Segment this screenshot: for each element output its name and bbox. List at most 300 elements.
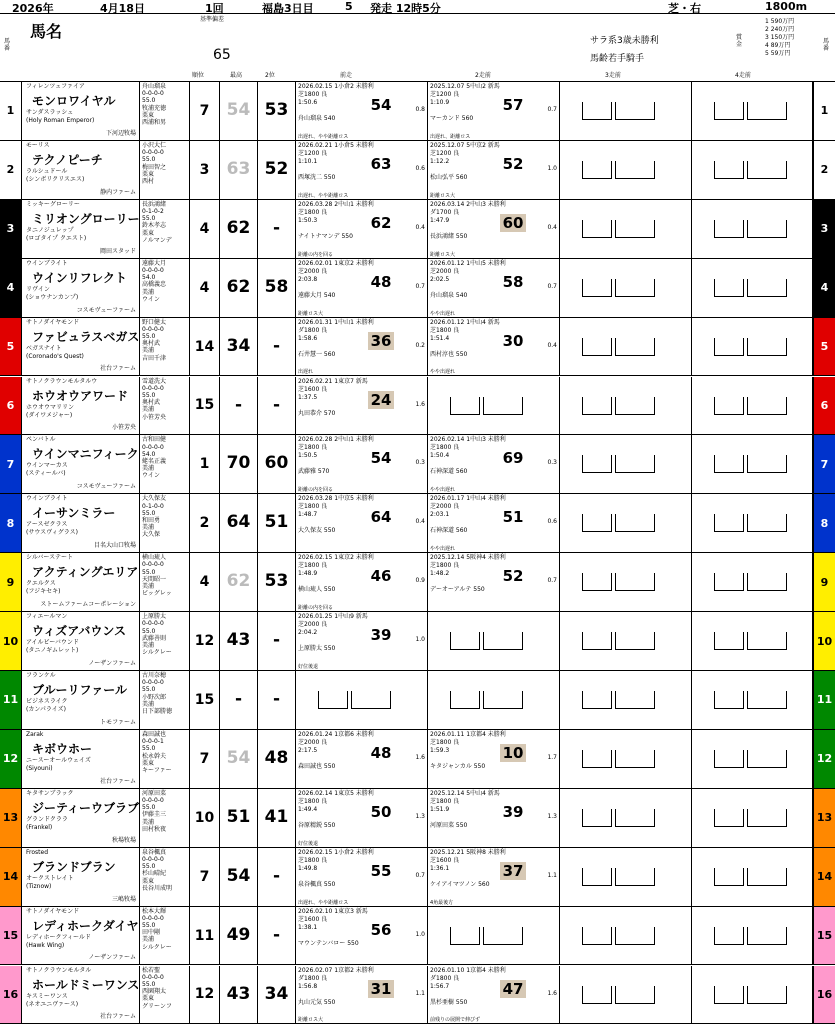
rank-value: 15 — [190, 377, 220, 435]
horse-row[interactable] — [0, 671, 835, 730]
past-race-4[interactable] — [692, 553, 813, 611]
race-jockey: 黒杉亜樹 550 — [430, 998, 468, 1006]
empty-cell-b — [747, 809, 787, 827]
race-jockey: 大久保友 550 — [298, 527, 336, 535]
horse-info — [22, 377, 140, 435]
horse-row[interactable] — [0, 141, 835, 200]
race-date-line: 2026.02.15 1東京2 未勝利 — [298, 554, 374, 562]
past-race-4[interactable] — [692, 200, 813, 258]
past-race-2[interactable] — [428, 848, 560, 906]
race-score: 62 — [370, 213, 392, 232]
race-score: 63 — [370, 154, 392, 173]
past-race-3[interactable] — [560, 259, 692, 317]
max-index — [220, 966, 258, 1024]
jockey-line-2: 55.0 — [142, 156, 156, 164]
race-jockey: 西村淳也 550 — [430, 350, 468, 358]
race-comment: やや出遅れ — [430, 487, 456, 494]
race-margin: 1.3 — [415, 812, 425, 820]
past-race-2[interactable] — [428, 494, 560, 552]
jockey-line-3: 和田勇 — [142, 516, 161, 524]
max-index — [220, 671, 258, 729]
prize-2: 2 240万円 — [765, 26, 795, 33]
horse-name[interactable]: ウインリフレクト — [32, 270, 127, 285]
dam-name: ベガスナイト — [26, 344, 62, 352]
past-race-2[interactable] — [428, 141, 560, 199]
past-race-4[interactable] — [692, 82, 813, 140]
jockey-line-2: 55.0 — [142, 627, 156, 635]
race-course: ダ1700 良 — [430, 208, 460, 216]
horse-row[interactable] — [0, 377, 835, 436]
past-race-4[interactable] — [692, 318, 813, 376]
race-margin: 1.0 — [415, 930, 425, 938]
second-index-value: 60 — [264, 453, 289, 474]
race-score: 39 — [370, 626, 392, 645]
horse-info — [22, 789, 140, 847]
past-race-3[interactable] — [560, 671, 692, 729]
horse-name[interactable]: ホウオウアワード — [32, 388, 129, 403]
empty-cell-a — [714, 986, 744, 1004]
horse-row[interactable] — [0, 200, 835, 259]
race-comment: 距離の内を回る — [298, 605, 334, 612]
jockey-line-3: 伊藤圭三 — [142, 811, 167, 819]
horse-number: 3 — [0, 200, 22, 258]
past-race-4[interactable] — [692, 789, 813, 847]
dam-name: タニノジュレップ — [26, 226, 74, 234]
race-venue: 福島3日目 — [262, 2, 314, 15]
jockey-line-2: 55.0 — [142, 215, 156, 223]
past-race-4[interactable] — [692, 730, 813, 788]
second-index — [258, 377, 296, 435]
race-course: 芝1800 良 — [298, 562, 328, 570]
jockey-line-2: 55.0 — [142, 745, 156, 753]
race-margin: 1.1 — [547, 871, 557, 879]
past-race-3[interactable] — [560, 553, 692, 611]
horse-number-right: 3 — [813, 200, 835, 258]
second-index — [258, 730, 296, 788]
past-race-3[interactable] — [560, 318, 692, 376]
race-time: 1:38.1 — [298, 923, 318, 931]
past-race-4[interactable] — [692, 848, 813, 906]
past-race-4[interactable] — [692, 966, 813, 1024]
past-race-4[interactable] — [692, 377, 813, 435]
max-index-value: 43 — [226, 983, 251, 1004]
past-race-1[interactable] — [296, 200, 428, 258]
race-score: 47 — [500, 980, 526, 998]
horse-number: 1 — [0, 82, 22, 140]
second-index — [258, 82, 296, 140]
rank-value: 15 — [190, 671, 220, 729]
race-comment: 距離ロス大 — [430, 192, 456, 199]
second-index — [258, 141, 296, 199]
race-jockey: マウンテンバロー 550 — [298, 939, 359, 947]
horse-name[interactable]: ブランドブラン — [32, 859, 116, 874]
race-score: 60 — [500, 214, 526, 232]
horse-info — [22, 200, 140, 258]
jockey-line-0: 古和田健 — [142, 436, 167, 444]
empty-cell-a — [582, 809, 612, 827]
horse-number-right: 2 — [813, 141, 835, 199]
second-index-value: - — [272, 865, 281, 886]
max-index-value: 54 — [226, 865, 251, 886]
col-prev2: 2走前 — [475, 72, 491, 79]
race-time: 1:51.9 — [430, 805, 450, 813]
empty-cell-b — [483, 397, 523, 415]
col-max: 最高 — [230, 72, 243, 79]
empty-cell-a — [582, 868, 612, 886]
race-time: 1:56.7 — [430, 982, 450, 990]
race-comment: 距離の内を回る — [298, 487, 334, 494]
race-score: 54 — [370, 449, 392, 468]
race-jockey: 上原勝太 550 — [298, 645, 336, 653]
race-margin: 0.7 — [547, 282, 557, 290]
jockey-line-4: 栗東 — [142, 877, 155, 885]
horse-row[interactable] — [0, 966, 835, 1024]
past-race-2[interactable] — [428, 553, 560, 611]
empty-cell-b — [615, 809, 655, 827]
horse-info — [22, 553, 140, 611]
max-index — [220, 318, 258, 376]
horse-number-right: 5 — [813, 318, 835, 376]
past-race-3[interactable] — [560, 907, 692, 965]
empty-cell-b — [615, 868, 655, 886]
past-race-2[interactable] — [428, 907, 560, 965]
race-time: 1:49.8 — [298, 864, 318, 872]
past-race-3[interactable] — [560, 612, 692, 670]
jockey-line-0: 大久保友 — [142, 495, 167, 503]
empty-cell-a — [582, 573, 612, 591]
jockey-line-2: 55.0 — [142, 686, 156, 694]
jockey-info — [140, 494, 190, 552]
past-race-3[interactable] — [560, 730, 692, 788]
horse-name[interactable]: モンロワイヤル — [32, 94, 116, 108]
race-course: 芝2000 良 — [298, 738, 328, 746]
past-race-4[interactable] — [692, 612, 813, 670]
past-race-2[interactable] — [428, 318, 560, 376]
empty-cell-b — [483, 927, 523, 945]
race-jockey: 遠藤大月 540 — [298, 291, 336, 299]
race-jockey: 谷原精鋭 550 — [298, 821, 336, 829]
empty-cell-b — [747, 573, 787, 591]
sire-name: フィエールマン — [26, 613, 68, 621]
past-race-4[interactable] — [692, 259, 813, 317]
race-margin: 0.7 — [415, 871, 425, 879]
empty-cell-a — [714, 632, 744, 650]
past-race-3[interactable] — [560, 789, 692, 847]
race-course: 芝1600 良 — [298, 915, 328, 923]
jockey-line-3: 奥村武 — [142, 340, 161, 348]
past-race-4[interactable] — [692, 494, 813, 552]
jockey-info — [140, 435, 190, 493]
past-race-1[interactable] — [296, 318, 428, 376]
past-race-1[interactable] — [296, 848, 428, 906]
sire-name: サトノダイヤモンド — [26, 318, 80, 326]
second-index-value: - — [272, 217, 281, 238]
horse-row[interactable] — [0, 494, 835, 553]
breeder-name: 下河辺牧場 — [105, 129, 136, 137]
past-race-1[interactable] — [296, 494, 428, 552]
horse-name[interactable]: ウインマニフィーク — [32, 447, 139, 462]
jockey-line-1: 0-1-0-2 — [142, 208, 164, 215]
jockey-line-3: 松永幹夫 — [142, 752, 167, 760]
race-comment: 距離ロス大 — [298, 1017, 324, 1024]
horse-name[interactable]: ホールドミーワンス — [32, 977, 140, 992]
past-race-3[interactable] — [560, 848, 692, 906]
sire-name: ウインブライト — [26, 259, 68, 267]
empty-cell-a — [582, 279, 612, 297]
empty-cell-a — [714, 161, 744, 179]
past-race-1[interactable] — [296, 377, 428, 435]
past-race-2[interactable] — [428, 730, 560, 788]
prize-4: 4 89万円 — [765, 42, 791, 49]
horse-name[interactable]: キボウホー — [32, 741, 93, 756]
race-jockey: 森田誠也 550 — [298, 762, 336, 770]
empty-cell-b — [747, 102, 787, 120]
jockey-line-3: 小野次郎 — [142, 693, 167, 701]
race-course: 芝1800 良 — [430, 562, 460, 570]
jockey-line-4: 美浦 — [142, 288, 155, 296]
race-time: 1:48.2 — [430, 570, 450, 578]
past-race-3[interactable] — [560, 377, 692, 435]
past-race-1[interactable] — [296, 141, 428, 199]
horse-name[interactable]: テクノピーチ — [32, 152, 103, 167]
col-prev1: 前走 — [340, 72, 353, 79]
horse-row[interactable] — [0, 730, 835, 789]
empty-cell-a — [714, 927, 744, 945]
horse-number-right: 13 — [813, 789, 835, 847]
dam-sire-name: (ロゴタイプ クエスト) — [26, 234, 87, 242]
past-race-2[interactable] — [428, 789, 560, 847]
race-jockey: 石神深道 560 — [430, 468, 468, 476]
max-index-value: 62 — [226, 571, 251, 592]
horse-info — [22, 848, 140, 906]
max-index — [220, 82, 258, 140]
past-race-1[interactable] — [296, 435, 428, 493]
sire-name: Frosted — [26, 848, 48, 856]
past-race-1[interactable] — [296, 259, 428, 317]
jockey-line-3: 武藤善則 — [142, 634, 167, 642]
horse-name[interactable]: ウィズアバウンス — [32, 624, 126, 639]
rank-value: 4 — [190, 259, 220, 317]
horse-row[interactable] — [0, 259, 835, 318]
empty-cell-b — [483, 632, 523, 650]
past-race-3[interactable] — [560, 966, 692, 1024]
jockey-line-1: 0-0-0-0 — [142, 90, 164, 98]
max-index-value: 64 — [226, 512, 251, 533]
horse-name[interactable]: イーサンミラー — [32, 506, 116, 521]
jockey-info — [140, 730, 190, 788]
jockey-line-5: 大久保 — [142, 531, 161, 539]
jockey-line-4: 美浦 — [142, 936, 155, 944]
race-jockey: 舟山瑠泉 540 — [430, 291, 468, 299]
past-race-1[interactable] — [296, 966, 428, 1024]
second-index — [258, 671, 296, 729]
past-race-3[interactable] — [560, 141, 692, 199]
jockey-line-1: 0-0-0-0 — [142, 325, 164, 333]
race-margin: 0.2 — [415, 341, 425, 349]
jockey-line-1: 0-0-0-0 — [142, 620, 164, 628]
max-index-value: 62 — [226, 217, 251, 238]
breeder-name: 目名大山口牧場 — [93, 542, 136, 550]
jockey-info — [140, 82, 190, 140]
dam-name: ビジネスライク — [26, 698, 68, 705]
max-index — [220, 848, 258, 906]
past-race-4[interactable] — [692, 907, 813, 965]
race-time: 1:56.8 — [298, 982, 318, 990]
past-race-1[interactable] — [296, 553, 428, 611]
past-race-1[interactable] — [296, 671, 428, 729]
jockey-line-0: 小沢大仁 — [142, 141, 167, 149]
race-score: 52 — [502, 154, 524, 173]
max-index-value: 63 — [226, 158, 251, 179]
race-margin: 0.4 — [547, 223, 557, 231]
jockey-line-5: シルクレー — [142, 943, 172, 951]
jockey-line-1: 0-0-0-0 — [142, 443, 164, 451]
past-race-2[interactable] — [428, 259, 560, 317]
race-jockey: 西塚洸二 550 — [298, 173, 336, 181]
jockey-line-3: 西園翔太 — [142, 988, 167, 996]
race-margin: 1.6 — [547, 989, 557, 997]
jockey-line-4: 美浦 — [142, 641, 155, 649]
jockey-line-0: 河原田菜 — [142, 789, 167, 797]
second-index — [258, 789, 296, 847]
max-index-value: 70 — [226, 453, 251, 474]
race-date-line: 2025.12.14 5阪神4 未勝利 — [430, 554, 506, 562]
past-race-2[interactable] — [428, 82, 560, 140]
horse-name[interactable]: アクティングエリア — [32, 565, 139, 580]
past-race-2[interactable] — [428, 612, 560, 670]
past-race-2[interactable] — [428, 377, 560, 435]
dam-name: リヴイン — [26, 285, 50, 293]
horse-row[interactable] — [0, 612, 835, 671]
empty-cell-b — [747, 397, 787, 415]
race-jockey: デーオーアルテ 550 — [430, 586, 485, 594]
empty-cell-b — [747, 927, 787, 945]
horse-number-right: 6 — [813, 377, 835, 435]
breeder-name: 小笹芳央 — [111, 424, 136, 432]
past-race-3[interactable] — [560, 494, 692, 552]
jockey-line-0: 上原勝太 — [142, 613, 167, 621]
race-time: 2:03.8 — [298, 275, 318, 283]
empty-cell-a — [714, 750, 744, 768]
max-index — [220, 612, 258, 670]
horse-name[interactable]: ミリオングローリー — [32, 211, 140, 226]
horse-row[interactable] — [0, 789, 835, 848]
race-course: 芝1800 良 — [430, 444, 460, 452]
race-comment: 距離ロス大 — [430, 251, 456, 258]
horse-name[interactable]: ブルーリファール — [32, 683, 128, 697]
second-index-value: - — [272, 335, 281, 356]
past-race-3[interactable] — [560, 200, 692, 258]
horse-info — [22, 612, 140, 670]
empty-cell-a — [450, 927, 480, 945]
race-date-line: 2025.12.07 5中京2 新馬 — [430, 141, 500, 149]
dam-sire-name: (タニノギムレット) — [26, 647, 79, 655]
past-race-1[interactable] — [296, 612, 428, 670]
past-race-2[interactable] — [428, 435, 560, 493]
rank-value: 1 — [190, 435, 220, 493]
past-race-2[interactable] — [428, 671, 560, 729]
jockey-info — [140, 848, 190, 906]
horse-number: 16 — [0, 966, 22, 1024]
race-date-line: 2026.02.15 1小倉2 未勝利 — [298, 83, 374, 90]
jockey-line-2: 54.0 — [142, 274, 156, 282]
jockey-line-1: 0-0-0-0 — [142, 679, 164, 687]
race-margin: 1.0 — [415, 636, 425, 644]
race-jockey: 丸田恭介 570 — [298, 409, 336, 417]
past-race-4[interactable] — [692, 141, 813, 199]
horse-number: 12 — [0, 730, 22, 788]
past-race-3[interactable] — [560, 82, 692, 140]
past-race-4[interactable] — [692, 435, 813, 493]
past-race-1[interactable] — [296, 907, 428, 965]
jockey-line-5: ノルマンデ — [142, 236, 172, 244]
prize-3: 3 150万円 — [765, 34, 795, 41]
jockey-line-0: 古川奈穂 — [142, 672, 167, 679]
past-race-1[interactable] — [296, 82, 428, 140]
max-index-value: - — [234, 689, 243, 709]
race-date-line: 2026.02.21 1東京7 新馬 — [298, 377, 368, 385]
dam-sire-name: (Siyouni) — [26, 764, 53, 772]
past-race-2[interactable] — [428, 200, 560, 258]
race-course: 芝1600 良 — [298, 385, 328, 393]
race-course: ダ1800 良 — [430, 974, 460, 982]
past-race-3[interactable] — [560, 435, 692, 493]
horse-row[interactable] — [0, 907, 835, 966]
race-time: 1:47.9 — [430, 216, 450, 224]
horse-name[interactable]: ファビュラスベガス — [32, 329, 140, 344]
empty-cell-a — [450, 691, 480, 709]
race-date-line: 2026.01.31 1中山1 未勝利 — [298, 318, 374, 326]
empty-cell-a — [318, 691, 348, 709]
race-comment: 好位後退 — [298, 663, 319, 670]
race-margin: 1.6 — [415, 400, 425, 408]
race-margin: 0.8 — [415, 106, 425, 113]
breeder-name: トモファーム — [100, 718, 136, 726]
dam-name: グランドクララ — [26, 815, 68, 823]
horse-name[interactable]: レディホークダイヤ — [32, 918, 139, 933]
dam-sire-name: (ダイワメジャー) — [26, 411, 73, 419]
horse-row[interactable] — [0, 435, 835, 494]
past-race-1[interactable] — [296, 730, 428, 788]
past-race-1[interactable] — [296, 789, 428, 847]
race-score: 10 — [500, 744, 526, 762]
past-race-2[interactable] — [428, 966, 560, 1024]
horse-row[interactable] — [0, 848, 835, 907]
max-index — [220, 435, 258, 493]
dam-name: アースゼクラス — [26, 521, 68, 529]
jockey-line-2: 54.0 — [142, 450, 156, 458]
horse-row[interactable] — [0, 318, 835, 377]
horse-row[interactable] — [0, 82, 835, 141]
jockey-line-3: 奥村武 — [142, 399, 161, 407]
past-race-4[interactable] — [692, 671, 813, 729]
horse-name[interactable]: ジーティーウブラブ — [32, 800, 140, 815]
race-score: 56 — [370, 920, 392, 939]
jockey-line-1: 0-0-0-1 — [142, 738, 164, 746]
horse-number-right: 4 — [813, 259, 835, 317]
empty-cell-b — [615, 455, 655, 473]
horse-info — [22, 671, 140, 729]
empty-cell-a — [582, 927, 612, 945]
rank-value: 10 — [190, 789, 220, 847]
empty-cell-a — [714, 809, 744, 827]
horse-row[interactable] — [0, 553, 835, 612]
rank-value: 3 — [190, 141, 220, 199]
empty-cell-b — [615, 102, 655, 120]
rank-value: 4 — [190, 200, 220, 258]
race-course: 芝1800 良 — [298, 444, 328, 452]
breeder-name: 秋場牧場 — [111, 836, 136, 844]
